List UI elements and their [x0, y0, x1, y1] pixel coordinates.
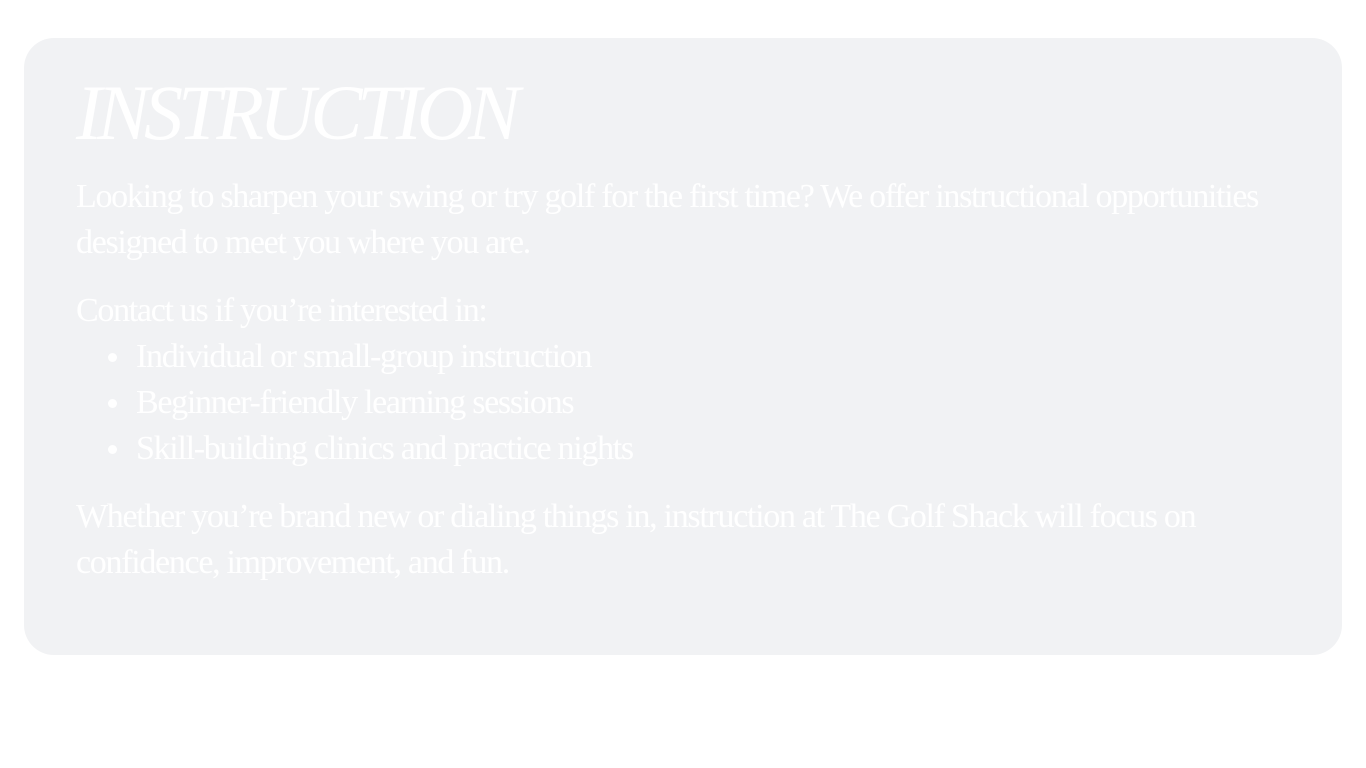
instruction-card	[24, 38, 1342, 655]
section-title: INSTRUCTION	[76, 69, 516, 156]
list-item	[136, 380, 1286, 426]
contact-lead-text: Contact us if you’re interested in:	[76, 292, 487, 329]
closing-paragraph: Whether you’re brand new or dialing things in, instruction at The Golf Shack will focus on confidence, improvement, and fun.	[76, 498, 1196, 581]
bullet-icon	[108, 445, 117, 454]
list-item-label: Skill-building clinics and practice nights	[136, 430, 633, 467]
bullet-icon	[108, 399, 117, 408]
list-item-label: Beginner-friendly learning sessions	[136, 384, 574, 421]
intro-paragraph: Looking to sharpen your swing or try golf for the first time? We offer instructional opportunities designed to meet you where you are.	[76, 178, 1259, 261]
instruction-options-list	[76, 334, 1286, 472]
instruction-body	[76, 174, 1286, 586]
bullet-icon	[108, 353, 117, 362]
list-item-label: Individual or small-group instruction	[136, 338, 592, 375]
list-item	[136, 426, 1286, 472]
list-item	[136, 334, 1286, 380]
